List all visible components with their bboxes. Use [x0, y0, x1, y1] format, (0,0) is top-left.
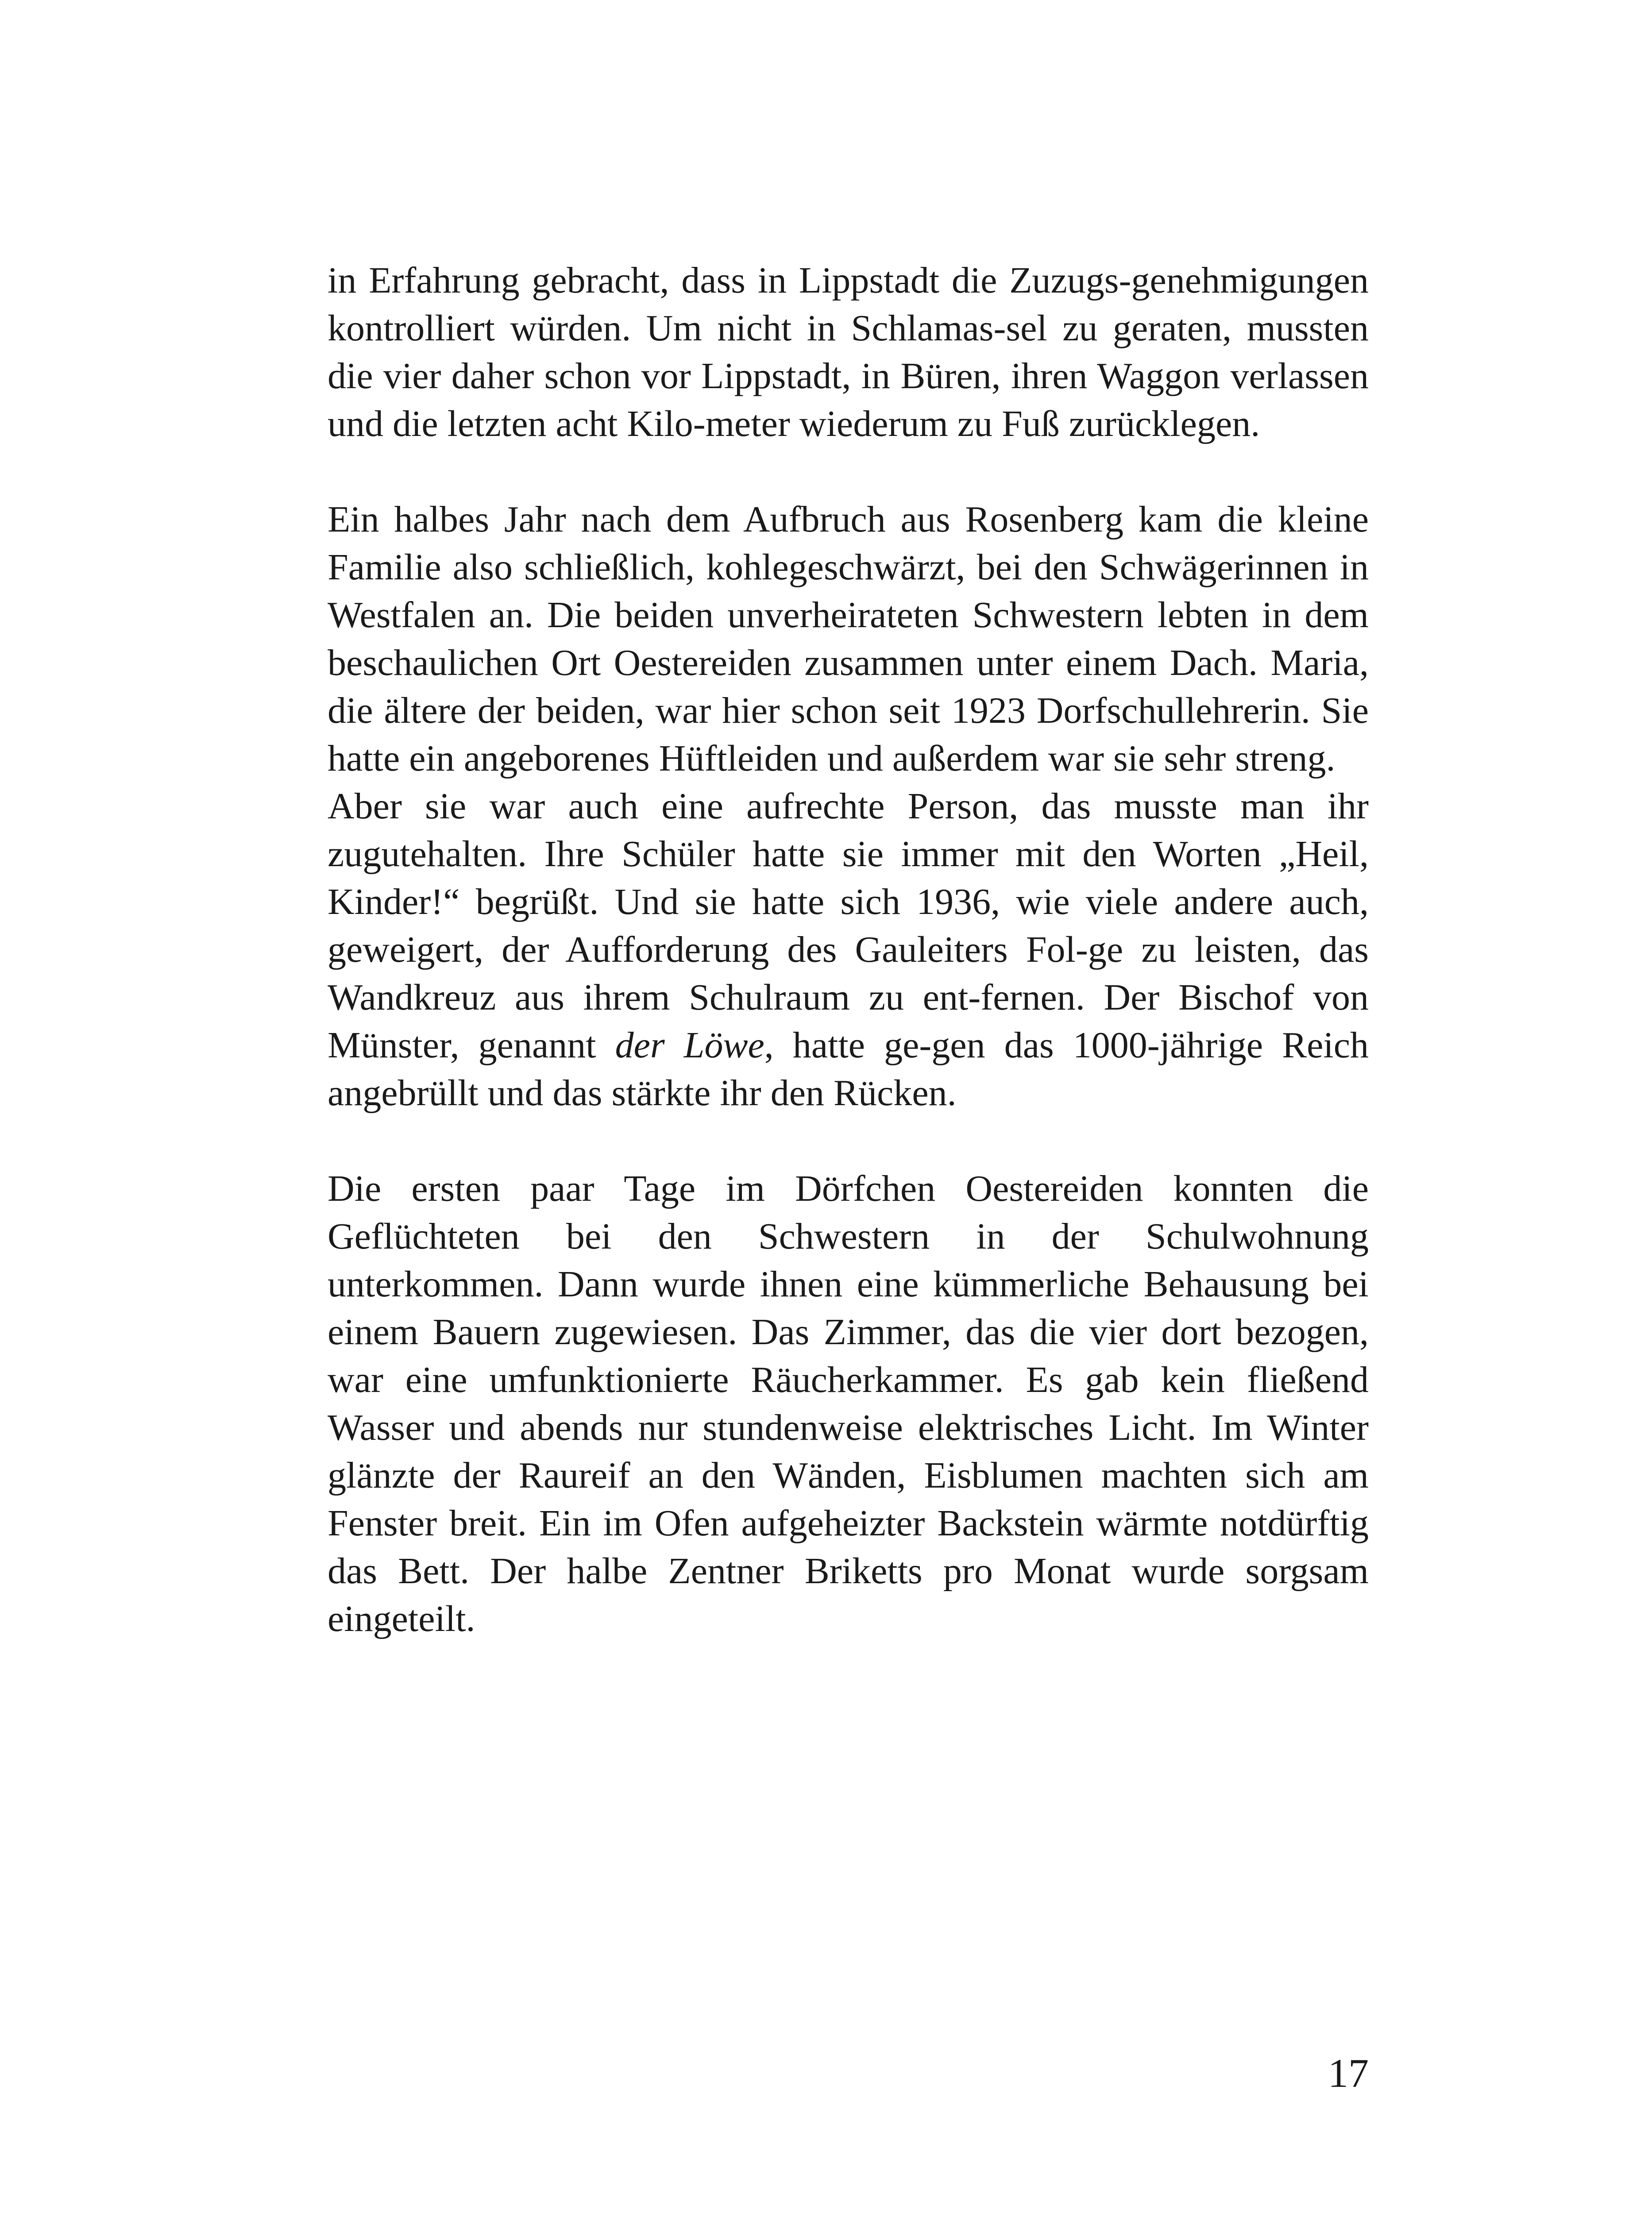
paragraph-gap	[328, 1117, 1369, 1165]
paragraph-3-text-start: Aber sie war auch eine aufrechte Person, das musste man ihr zugutehalten. Ihre Schüler hatte sie immer mit den Worten „Heil, Kinder!“ begrüßt. Und sie hatte sich 1936, wie viele andere auch, geweigert, der Aufforderung des Gauleiters Fol-ge zu leisten, das Wandkreuz aus ihrem Schulraum zu ent-fernen. Der Bischof von Münster, genannt	[328, 786, 1369, 1066]
paragraph-3	[328, 783, 1369, 1117]
paragraph-1: in Erfahrung gebracht, dass in Lippstadt die Zuzugs-genehmigungen kontrolliert würden. Um nicht in Schlamas-sel zu geraten, mussten die vier daher schon vor Lippstadt, in Büren, ihren Waggon verlassen und die letzten acht Kilo-meter wiederum zu Fuß zurücklegen.	[328, 260, 1369, 444]
italic-epithet: der Löwe	[615, 1025, 764, 1066]
paragraph-gap	[328, 448, 1369, 496]
paragraph-3-text-end: , hatte ge-gen das 1000-jährige Reich angebrüllt und das stärkte ihr den Rücken.	[328, 1025, 1369, 1114]
paragraph-4: Die ersten paar Tage im Dörfchen Oestereiden konnten die Geflüchteten bei den Schwestern in der Schulwohnung unterkommen. Dann wurde ihnen eine kümmerliche Behausung bei einem Bauern zugewiesen. Das Zimmer, das die vier dort bezogen, war eine umfunktionierte Räucherkammer. Es gab kein fließend Wasser und abends nur stundenweise elektrisches Licht. Im Winter glänzte der Raureif an den Wänden, Eisblumen machten sich am Fenster breit. Ein im Ofen aufgeheizter Backstein wärmte notdürftig das Bett. Der halbe Zentner Briketts pro Monat wurde sorgsam eingeteilt.	[328, 1168, 1369, 1639]
page-number: 17	[1328, 2051, 1369, 2096]
paragraph-2: Ein halbes Jahr nach dem Aufbruch aus Rosenberg kam die kleine Familie also schließlich, kohlegeschwärzt, bei den Schwägerinnen in Westfalen an. Die beiden unverheirateten Schwestern lebten in dem beschaulichen Ort Oestereiden zusammen unter einem Dach. Maria, die ältere der beiden, war hier schon seit 1923 Dorfschullehrerin. Sie hatte ein angeborenes Hüftleiden und außerdem war sie sehr streng.	[328, 499, 1369, 779]
body-text	[328, 257, 1369, 1643]
